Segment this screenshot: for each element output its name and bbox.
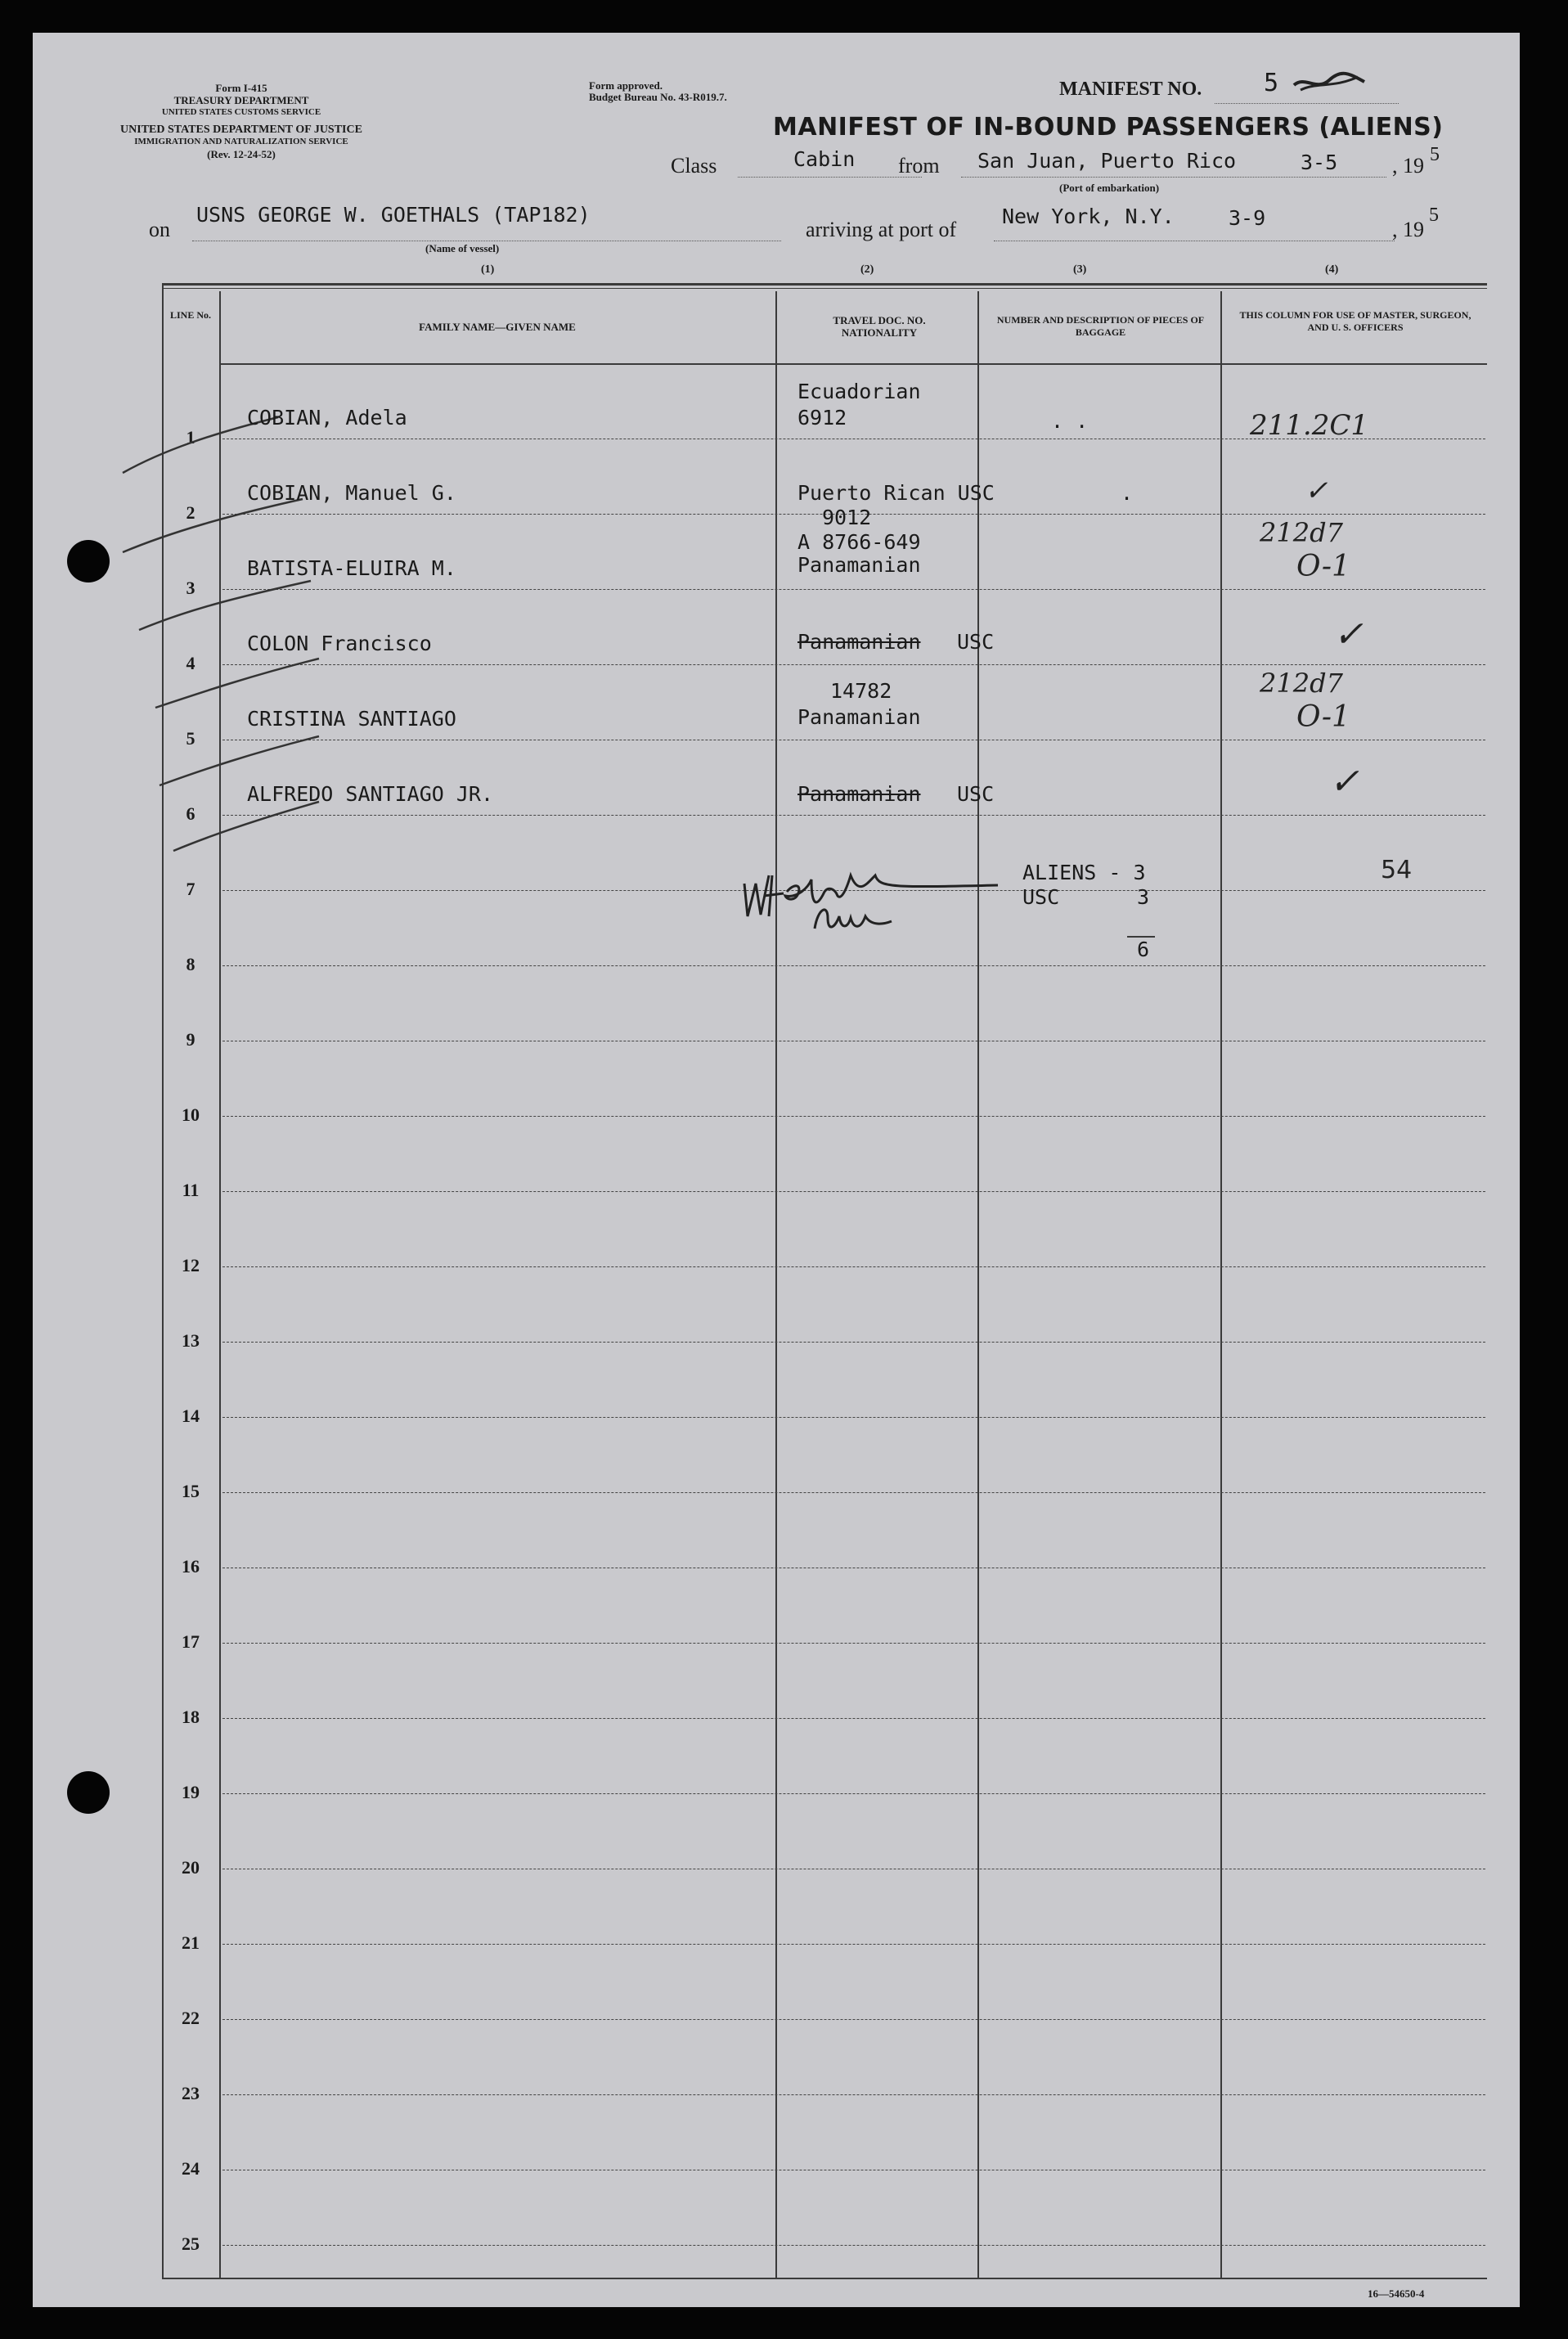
on-label: on	[149, 218, 170, 241]
line-number: 6	[186, 803, 195, 824]
from-value: San Juan, Puerto Rico	[977, 149, 1237, 173]
line-number: 16	[182, 1556, 200, 1577]
manifest-no-label: MANIFEST NO.	[1059, 79, 1202, 100]
manifest-no-value: 5	[1264, 69, 1279, 97]
agency-block	[119, 82, 364, 160]
grand-total: 6	[1137, 938, 1150, 961]
line-number: 7	[186, 879, 195, 899]
col-num-2: (2)	[860, 263, 874, 276]
col-num-1: (1)	[481, 263, 495, 276]
line-number: 14	[182, 1406, 200, 1426]
line-number: 4	[186, 653, 195, 673]
travel-doc-nationality: Panamanian	[797, 553, 921, 577]
footer-code: 16—54650-4	[1368, 2287, 1425, 2300]
line-number: 20	[182, 1857, 200, 1878]
line-number: 18	[182, 1707, 200, 1727]
line-number: 8	[186, 954, 195, 974]
line-number: 23	[182, 2083, 200, 2103]
punch-hole-top	[67, 540, 110, 583]
line-number: 3	[186, 578, 195, 598]
year1-digit: 5	[1430, 144, 1440, 165]
officer-note: 212d7	[1260, 517, 1343, 548]
line-number: 22	[182, 2008, 200, 2028]
arriving-label: arriving at port of	[806, 218, 957, 241]
line-number: 25	[182, 2233, 200, 2254]
line-number: 17	[182, 1631, 200, 1652]
line-number: 10	[182, 1104, 200, 1125]
line-number: 5	[186, 728, 195, 749]
from-label: from	[898, 154, 940, 178]
usc-count: 3	[1137, 885, 1150, 909]
officer-check: ✓	[1305, 475, 1328, 507]
line-number: 9	[186, 1029, 195, 1050]
baggage: .	[1121, 481, 1134, 505]
passenger-name: COLON Francisco	[247, 632, 432, 655]
usc-label: USC	[1022, 885, 1060, 909]
officer-note: O-1	[1296, 700, 1350, 734]
line-number: 15	[182, 1481, 200, 1501]
year2-prefix: , 19	[1392, 218, 1424, 241]
travel-doc-struck: Panamanian	[797, 630, 921, 654]
manifest-no-scribble	[1292, 70, 1366, 93]
header-line-no: LINE No.	[169, 309, 211, 321]
header-travel-doc: TRAVEL DOC. NO. NATIONALITY	[833, 314, 926, 339]
travel-doc-number: 9012	[822, 506, 872, 529]
line-number: 2	[186, 502, 195, 523]
passenger-name: CRISTINA SANTIAGO	[247, 707, 456, 731]
line-number: 21	[182, 1932, 200, 1953]
alien-registration: A 8766-649	[797, 530, 921, 554]
line-number: 11	[182, 1180, 200, 1200]
aliens-total: ALIENS - 3	[1022, 861, 1146, 884]
from-date: 3-5	[1301, 151, 1338, 174]
line-number: 12	[182, 1255, 200, 1275]
year1-prefix: , 19	[1392, 154, 1424, 178]
officer-check: ✓	[1329, 761, 1359, 803]
travel-doc-nationality: USC	[957, 630, 995, 654]
line-number: 1	[186, 427, 195, 448]
year2-digit: 5	[1429, 205, 1439, 226]
form-number: Form I-415	[215, 82, 267, 94]
line-number: 24	[182, 2158, 200, 2179]
vessel-name: USNS GEORGE W. GOETHALS (TAP182)	[196, 203, 591, 227]
travel-doc-nationality: USC	[957, 782, 995, 806]
vessel-caption: (Name of vessel)	[425, 242, 500, 254]
ins: IMMIGRATION AND NATURALIZATION SERVICE	[134, 137, 348, 146]
approval-block	[589, 80, 727, 103]
budget-bureau: Budget Bureau No. 43-R019.7.	[589, 91, 727, 103]
officer-total: 54	[1381, 856, 1413, 884]
officer-signature	[736, 851, 1006, 941]
class-value: Cabin	[793, 147, 856, 171]
passenger-name: COBIAN, Manuel G.	[247, 481, 456, 505]
arrival-port: New York, N.Y.	[1002, 205, 1175, 228]
travel-doc-nationality: Ecuadorian	[797, 380, 921, 403]
line-number: 19	[182, 1782, 200, 1802]
class-label: Class	[671, 154, 717, 178]
header-officers: THIS COLUMN FOR USE OF MASTER, SURGEON, AND U. S. OFFICERS	[1239, 309, 1471, 333]
passenger-name: COBIAN, Adela	[247, 406, 407, 430]
form-approved: Form approved.	[589, 79, 663, 92]
header-baggage: NUMBER AND DESCRIPTION OF PIECES OF BAGGAGE	[996, 314, 1205, 338]
manifest-page	[33, 33, 1520, 2307]
travel-doc-nationality: Puerto Rican USC	[797, 481, 995, 505]
justice-dept: UNITED STATES DEPARTMENT OF JUSTICE	[120, 124, 362, 136]
revision: (Rev. 12-24-52)	[207, 148, 276, 160]
form-title: MANIFEST OF IN-BOUND PASSENGERS (ALIENS)	[773, 113, 1444, 142]
travel-doc-nationality: Panamanian	[797, 705, 921, 729]
col-num-4: (4)	[1325, 263, 1339, 276]
officer-note: 212d7	[1260, 668, 1343, 699]
customs-service: UNITED STATES CUSTOMS SERVICE	[161, 107, 321, 117]
port-caption: (Port of embarkation)	[1059, 182, 1160, 194]
line-number: 13	[182, 1330, 200, 1351]
passenger-name: ALFREDO SANTIAGO JR.	[247, 782, 494, 806]
passenger-name: BATISTA-ELUIRA M.	[247, 556, 456, 580]
travel-doc-number: 6912	[797, 406, 847, 430]
header-name: FAMILY NAME—GIVEN NAME	[419, 321, 576, 333]
arrival-date: 3-9	[1229, 206, 1266, 230]
officer-note: O-1	[1296, 550, 1350, 583]
officer-note: 211.2C1	[1250, 409, 1368, 442]
travel-doc-number: 14782	[830, 679, 892, 703]
punch-hole-bottom	[67, 1771, 110, 1814]
treasury-dept: TREASURY DEPARTMENT	[173, 94, 309, 106]
officer-check: ✓	[1333, 614, 1364, 655]
col-num-3: (3)	[1073, 263, 1087, 276]
travel-doc-struck: Panamanian	[797, 782, 921, 806]
baggage: . .	[1051, 409, 1089, 433]
